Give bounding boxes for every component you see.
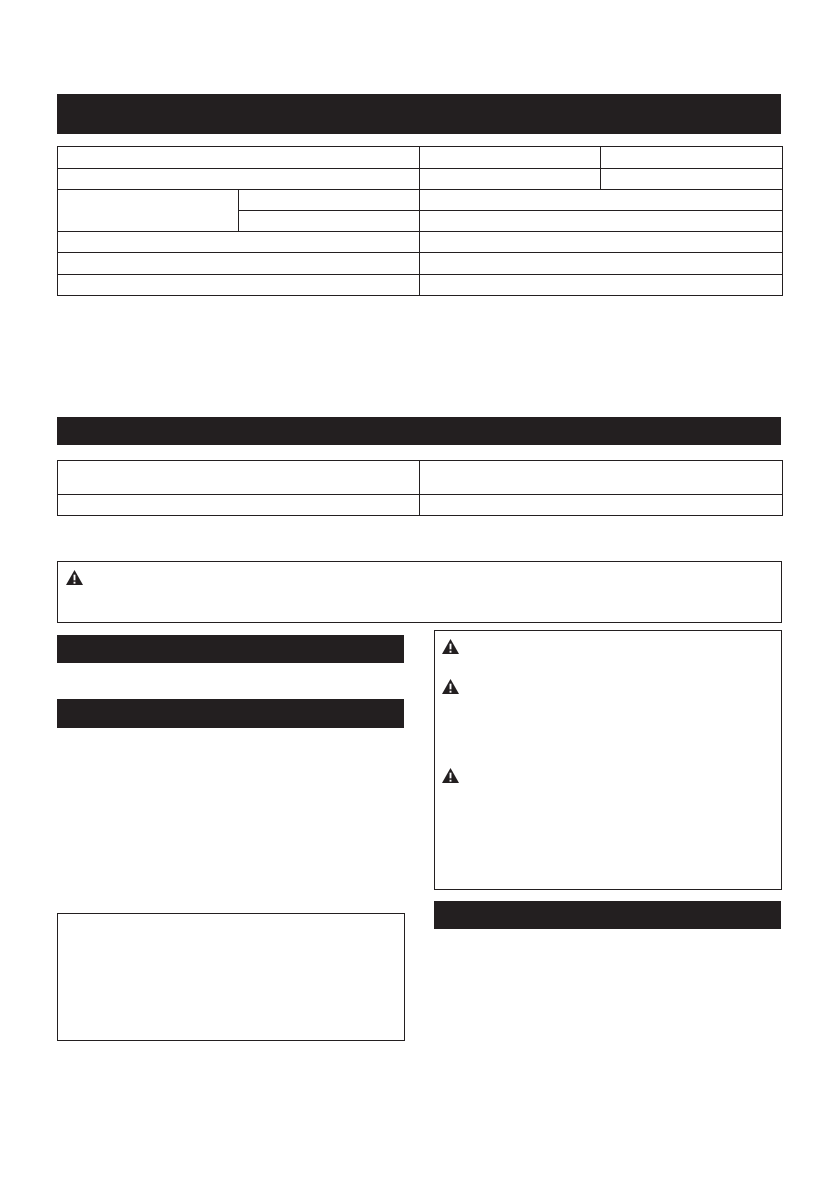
table-cell <box>420 275 783 296</box>
table-row <box>58 190 783 211</box>
table-cell <box>601 169 783 190</box>
table-cell <box>239 211 420 232</box>
section-header-bar <box>57 635 404 663</box>
table-row <box>58 275 783 296</box>
table-cell <box>420 461 783 495</box>
warning-triangle-icon <box>441 767 460 784</box>
table-row <box>58 232 783 253</box>
table-cell <box>601 147 783 169</box>
warning-triangle-icon <box>441 678 460 695</box>
table-cell <box>58 495 420 516</box>
section-header-bar <box>57 699 404 728</box>
specifications-header-bar <box>57 94 781 134</box>
table-cell <box>58 190 239 232</box>
table-row <box>58 147 783 169</box>
warning-triangle-icon <box>65 569 84 586</box>
warning-box <box>434 630 782 890</box>
table-cell <box>420 169 601 190</box>
table-cell <box>420 232 783 253</box>
table-cell <box>58 461 420 495</box>
table-row <box>58 495 783 516</box>
table-cell <box>420 190 783 211</box>
table-row <box>58 169 783 190</box>
warning-triangle-icon <box>441 638 460 655</box>
table-cell <box>420 495 783 516</box>
table-cell <box>58 275 420 296</box>
table-row <box>58 461 783 495</box>
table-cell <box>58 253 420 275</box>
section-header-bar <box>57 417 781 445</box>
table-cell <box>58 169 420 190</box>
specifications-table <box>57 146 783 296</box>
table-cell <box>420 147 601 169</box>
table-cell <box>58 147 420 169</box>
warning-box <box>57 561 782 623</box>
accessories-table <box>57 460 783 516</box>
table-cell <box>239 190 420 211</box>
table-cell <box>420 253 783 275</box>
note-box <box>57 913 405 1041</box>
section-header-bar <box>434 901 781 929</box>
table-row <box>58 253 783 275</box>
table-cell <box>420 211 783 232</box>
table-cell <box>58 232 420 253</box>
